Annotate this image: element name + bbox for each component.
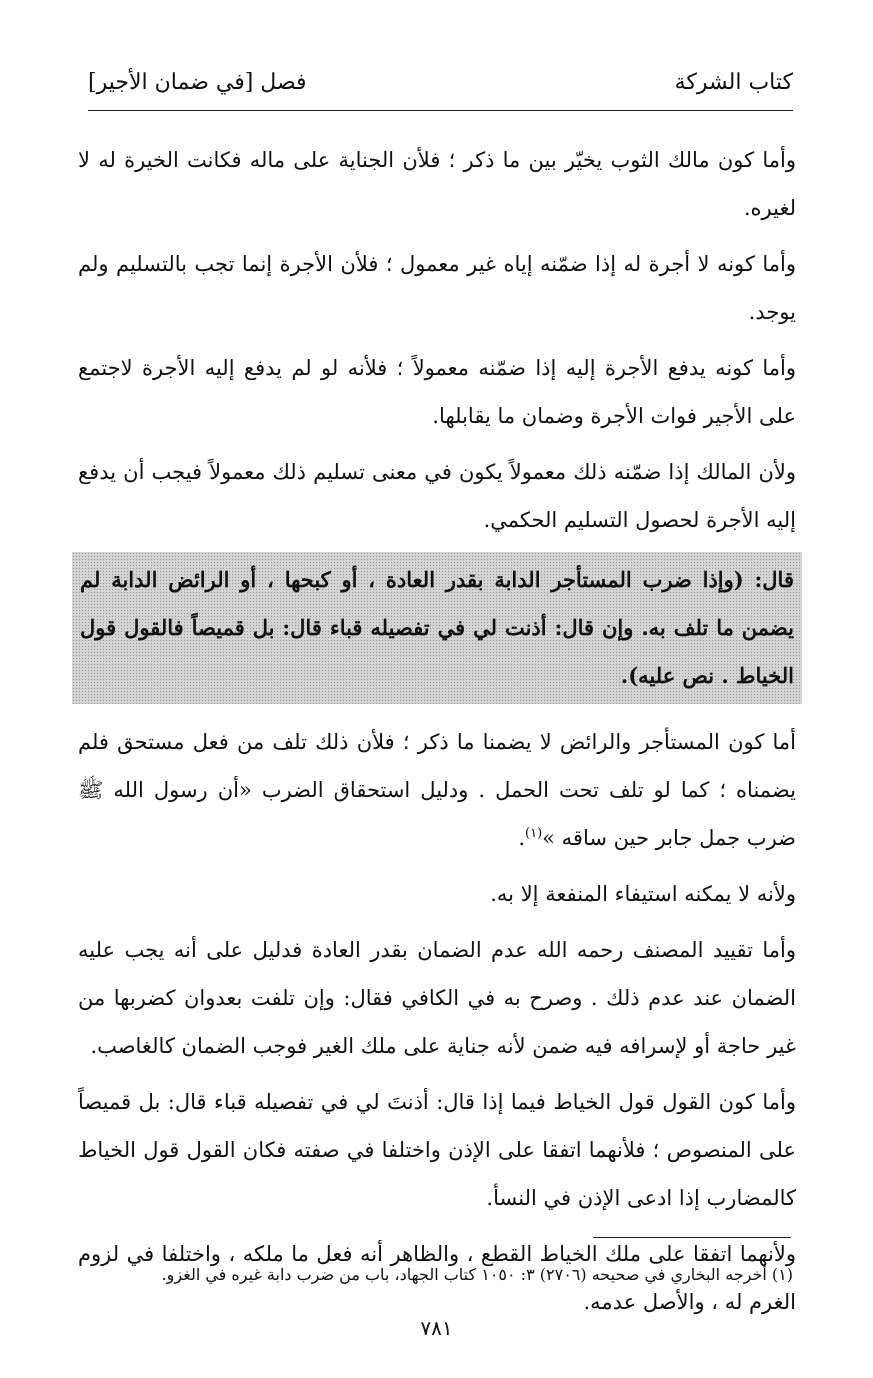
footnote-1: (١) أخرجه البخاري في صحيحه (٢٧٠٦) ٣: ١٠٥٠ كتاب الجهاد، باب من ضرب دابة غيره في الغزو. [161, 1265, 793, 1284]
paragraph-2: وأما كونه لا أجرة له إذا ضمّنه إياه غير معمول ؛ فلأن الأجرة إنما تجب بالتسليم ولم يوجد. [78, 252, 796, 324]
paragraph-4: ولأن المالك إذا ضمّنه ذلك معمولاً يكون في معنى تسليم ذلك معمولاً فيجب أن يدفع إليه الأجرة لحصول التسليم الحكمي. [78, 460, 796, 532]
paragraph-1: وأما كون مالك الثوب يخيّر بين ما ذكر ؛ فلأن الجناية على ماله فكانت الخيرة له لا لغيره. [78, 148, 796, 220]
paragraph-6: ولأنه لا يمكنه استيفاء المنفعة إلا به. [490, 882, 796, 906]
paragraph-8: وأما كون القول قول الخياط فيما إذا قال: أذنتَ لي في تفصيله قباء قال: بل قميصاً على المنصوص ؛ فلأنهما اتفقا على الإذن واختلفا في صفته فكان القول قول الخياط كالمضارب إذا ادعى الإذن في النسأ. [78, 1090, 796, 1210]
header-rule [88, 110, 793, 111]
book-title: كتاب الشركة [674, 70, 793, 95]
paragraph-5-text: أما كون المستأجر والرائض لا يضمنا ما ذكر ؛ فلأن ذلك تلف من فعل مستحق فلم يضمناه ؛ كما لو تلف تحت الحمل . ودليل استحقاق الضرب «أن رسول الله ﷺ ضرب جمل جابر حين ساقه » [78, 730, 796, 850]
running-header [88, 70, 793, 104]
paragraph-3: وأما كونه يدفع الأجرة إليه إذا ضمّنه معمولاً ؛ فلأنه لو لم يدفع إليه الأجرة لاجتمع على الأجير فوات الأجرة وضمان ما يقابلها. [78, 356, 796, 428]
page-body [78, 136, 796, 1334]
paragraph-5 [78, 718, 796, 862]
footnote-reference: (١) [525, 826, 543, 841]
paragraph-9: ولأنهما اتفقا على ملك الخياط القطع ، والظاهر أنه فعل ما ملكه ، واختلفا في لزوم الغرم له ، والأصل عدمه. [78, 1242, 796, 1314]
paragraph-7: وأما تقييد المصنف رحمه الله عدم الضمان بقدر العادة فدليل على أنه يجب عليه الضمان عند عدم ذلك . وصرح به في الكافي فقال: وإن تلفت بعدوان كضربها من غير حاجة أو لإسرافه فيه ضمن لأنه جناية على ملك الغير فوجب الضمان كالغاصب. [78, 938, 796, 1058]
paragraph-5-end: . [518, 826, 525, 850]
page-number: ٧٨١ [420, 1316, 453, 1340]
section-title: فصل [في ضمان الأجير] [88, 70, 307, 95]
matn-quote-block: قال: (وإذا ضرب المستأجر الدابة بقدر العادة ، أو كبحها ، أو الرائض الدابة لم يضمن ما تلف به. وإن قال: أذنت لي في تفصيله قباء قال: بل قميصاً فالقول قول الخياط . نص عليه). [72, 552, 802, 704]
footnote-rule [593, 1237, 791, 1238]
